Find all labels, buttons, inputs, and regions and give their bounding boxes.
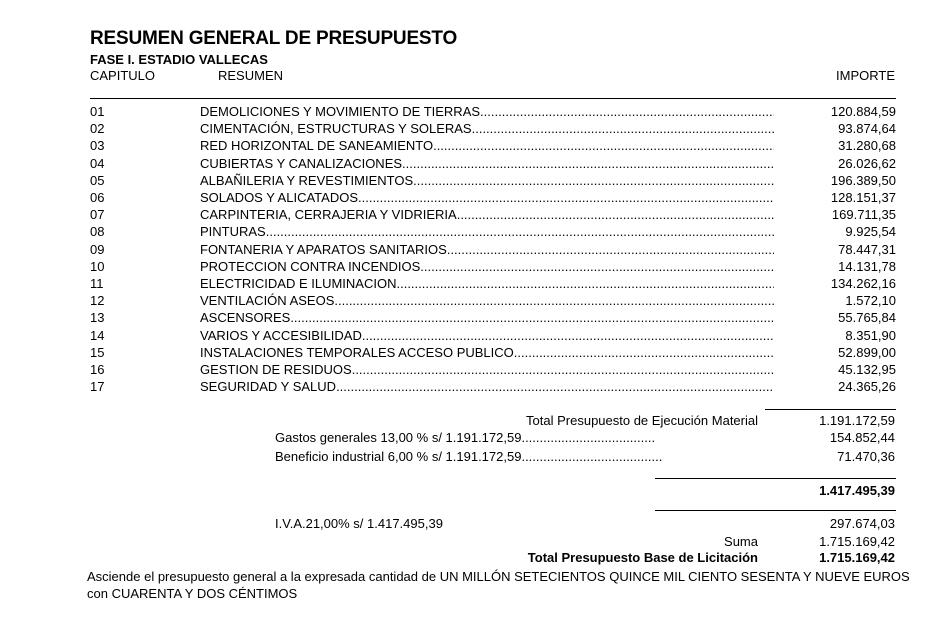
chapter-description: DEMOLICIONES Y MOVIMIENTO DE TIERRAS <box>200 104 481 119</box>
chapter-row <box>90 327 896 344</box>
chapter-amount: 93.874,64 <box>838 121 896 137</box>
chapter-amount: 128.151,37 <box>830 190 896 205</box>
chapter-code: 05 <box>90 172 105 188</box>
chapter-description-cell <box>200 258 774 275</box>
chapter-description: CIMENTACIÓN, ESTRUCTURAS Y SOLERAS <box>200 121 472 137</box>
dot-leader <box>396 275 774 292</box>
chapter-amount: 169.711,35 <box>831 207 896 223</box>
chapter-row <box>90 137 896 154</box>
chapter-row <box>90 223 896 240</box>
dot-leader <box>290 309 774 326</box>
chapter-amount: 14.131,78 <box>838 258 896 274</box>
footer-line-1: Asciende el presupuesto general a la expresada cantidad de UN MILLÓN SETECIENTOS QUINCE MIL CIENTO SESENTA Y NUEVE EUROS <box>87 569 910 584</box>
chapter-amount: 26.026,62 <box>838 155 896 171</box>
dot-leader <box>413 172 774 189</box>
chapter-description-cell <box>200 206 774 223</box>
chapter-description: GESTION DE RESIDUOS <box>200 362 352 377</box>
chapter-description-cell <box>200 172 774 189</box>
chapter-description-cell <box>200 120 774 137</box>
dot-leader <box>334 292 774 309</box>
gastos-generales-label: Gastos generales 13,00 % s/ 1.191.172,59 <box>275 430 522 445</box>
chapter-code: 15 <box>90 344 105 360</box>
chapter-description-cell <box>200 103 774 120</box>
chapter-amount: 31.280,68 <box>838 138 896 154</box>
chapter-description: SEGURIDAD Y SALUD <box>200 379 337 395</box>
chapter-row <box>90 292 896 309</box>
chapter-description-cell <box>200 292 774 309</box>
chapter-code: 09 <box>90 241 105 257</box>
licitacion-value: 1.715.169,42 <box>819 550 895 565</box>
chapter-code: 14 <box>90 327 105 343</box>
chapter-code: 17 <box>90 379 105 395</box>
chapter-description-cell <box>200 241 774 258</box>
header-capitulo: CAPITULO <box>90 68 156 83</box>
chapter-amount: 52.899,00 <box>838 344 896 360</box>
chapter-description-cell <box>200 327 774 344</box>
beneficio-industrial-value: 71.470,36 <box>837 449 895 464</box>
dot-leader <box>514 344 774 361</box>
chapter-amount: 134.262,16 <box>830 276 896 291</box>
chapter-description-cell <box>200 137 774 154</box>
chapter-code: 16 <box>90 362 105 377</box>
gastos-generales-value: 154.852,44 <box>829 430 895 445</box>
chapter-code: 11 <box>90 276 104 291</box>
chapter-description: CARPINTERIA, CERRAJERIA Y VIDRIERIA <box>200 207 457 223</box>
chapter-row <box>90 309 896 326</box>
chapter-code: 12 <box>90 293 105 309</box>
chapter-description: SOLADOS Y ALICATADOS <box>200 190 358 205</box>
pem-value: 1.191.172,59 <box>819 413 895 428</box>
chapter-row <box>90 258 896 275</box>
chapter-amount: 78.447,31 <box>838 241 896 257</box>
dot-leader <box>402 155 774 172</box>
beneficio-industrial-row <box>275 449 662 464</box>
beneficio-industrial-label: Beneficio industrial 6,00 % s/ 1.191.172,59 <box>275 449 522 464</box>
chapter-amount: 45.132,95 <box>838 362 896 377</box>
chapter-row <box>90 155 896 172</box>
chapter-description: ALBAÑILERIA Y REVESTIMIENTOS <box>200 172 414 188</box>
chapter-amount: 8.351,90 <box>845 327 896 343</box>
chapter-row <box>90 172 896 189</box>
dot-leader <box>362 327 774 344</box>
dot-leader <box>480 103 774 120</box>
dot-leader <box>336 378 774 395</box>
chapter-description-cell <box>200 155 774 172</box>
chapter-description-cell <box>200 275 774 292</box>
chapter-row <box>90 241 896 258</box>
chapter-code: 10 <box>90 258 105 274</box>
chapter-description: PINTURAS <box>200 224 266 240</box>
document-title: RESUMEN GENERAL DE PRESUPUESTO <box>90 28 458 49</box>
chapter-row <box>90 275 896 292</box>
subtotal-divider-bottom <box>655 510 896 511</box>
chapter-code: 13 <box>90 310 105 326</box>
chapter-description: INSTALACIONES TEMPORALES ACCESO PUBLICO <box>200 344 514 360</box>
licitacion-label: Total Presupuesto Base de Licitación <box>527 550 758 565</box>
chapter-code: 08 <box>90 224 105 240</box>
chapter-amount: 55.765,84 <box>838 310 896 326</box>
chapter-row <box>90 206 896 223</box>
chapter-row <box>90 361 896 378</box>
chapter-description: RED HORIZONTAL DE SANEAMIENTO <box>200 138 434 154</box>
header-importe: IMPORTE <box>836 68 895 83</box>
dot-leader <box>457 206 774 223</box>
chapter-amount: 196.389,50 <box>830 172 896 188</box>
chapter-code: 04 <box>90 155 105 171</box>
chapter-row <box>90 103 896 120</box>
chapter-code: 07 <box>90 207 105 223</box>
chapter-description: CUBIERTAS Y CANALIZACIONES <box>200 155 403 171</box>
chapter-description: FONTANERIA Y APARATOS SANITARIOS <box>200 241 447 257</box>
chapter-code: 02 <box>90 121 105 137</box>
header-divider <box>90 98 896 99</box>
chapter-code: 06 <box>90 190 105 205</box>
pem-divider <box>765 409 896 410</box>
header-resumen: RESUMEN <box>218 68 284 83</box>
iva-value: 297.674,03 <box>829 516 895 531</box>
chapter-row <box>90 344 896 361</box>
gastos-generales-row <box>275 430 655 445</box>
chapter-row <box>90 378 896 395</box>
chapter-amount: 24.365,26 <box>838 379 896 395</box>
chapter-amount: 120.884,59 <box>830 104 896 119</box>
document-subtitle: FASE I. ESTADIO VALLECAS <box>90 52 268 67</box>
chapter-description-cell <box>200 361 774 378</box>
footer-line-2: con CUARENTA Y DOS CÉNTIMOS <box>87 586 298 601</box>
chapter-row <box>90 120 896 137</box>
chapter-amount: 1.572,10 <box>845 293 896 309</box>
chapter-code: 01 <box>90 104 105 119</box>
suma-label: Suma <box>724 534 758 549</box>
subtotal-divider-top <box>655 478 896 479</box>
chapter-code: 03 <box>90 138 105 154</box>
chapter-description: VARIOS Y ACCESIBILIDAD <box>200 327 362 343</box>
dot-leader <box>358 189 774 206</box>
dot-leader <box>433 137 774 154</box>
chapter-row <box>90 189 896 206</box>
chapter-description-cell <box>200 344 774 361</box>
chapter-description: ASCENSORES <box>200 310 291 326</box>
iva-label: I.V.A.21,00% s/ 1.417.495,39 <box>275 516 443 531</box>
suma-value: 1.715.169,42 <box>819 534 895 549</box>
pem-label: Total Presupuesto de Ejecución Material <box>526 413 758 428</box>
dot-leader <box>447 241 774 258</box>
chapter-description: ELECTRICIDAD E ILUMINACION <box>200 276 397 291</box>
dot-leader <box>352 361 774 378</box>
chapter-description-cell <box>200 189 774 206</box>
chapter-amount: 9.925,54 <box>845 224 896 240</box>
gastos-dots: ..................................... <box>521 430 656 445</box>
dot-leader <box>420 258 774 275</box>
chapter-description-cell <box>200 378 774 395</box>
chapter-description-cell <box>200 223 774 240</box>
chapter-description: VENTILACIÓN ASEOS <box>200 293 335 309</box>
chapter-description-cell <box>200 309 774 326</box>
beneficio-dots: ....................................... <box>521 449 663 464</box>
chapter-description: PROTECCION CONTRA INCENDIOS <box>200 258 421 274</box>
dot-leader <box>266 223 774 240</box>
dot-leader <box>472 120 774 137</box>
subtotal-value: 1.417.495,39 <box>819 483 895 498</box>
